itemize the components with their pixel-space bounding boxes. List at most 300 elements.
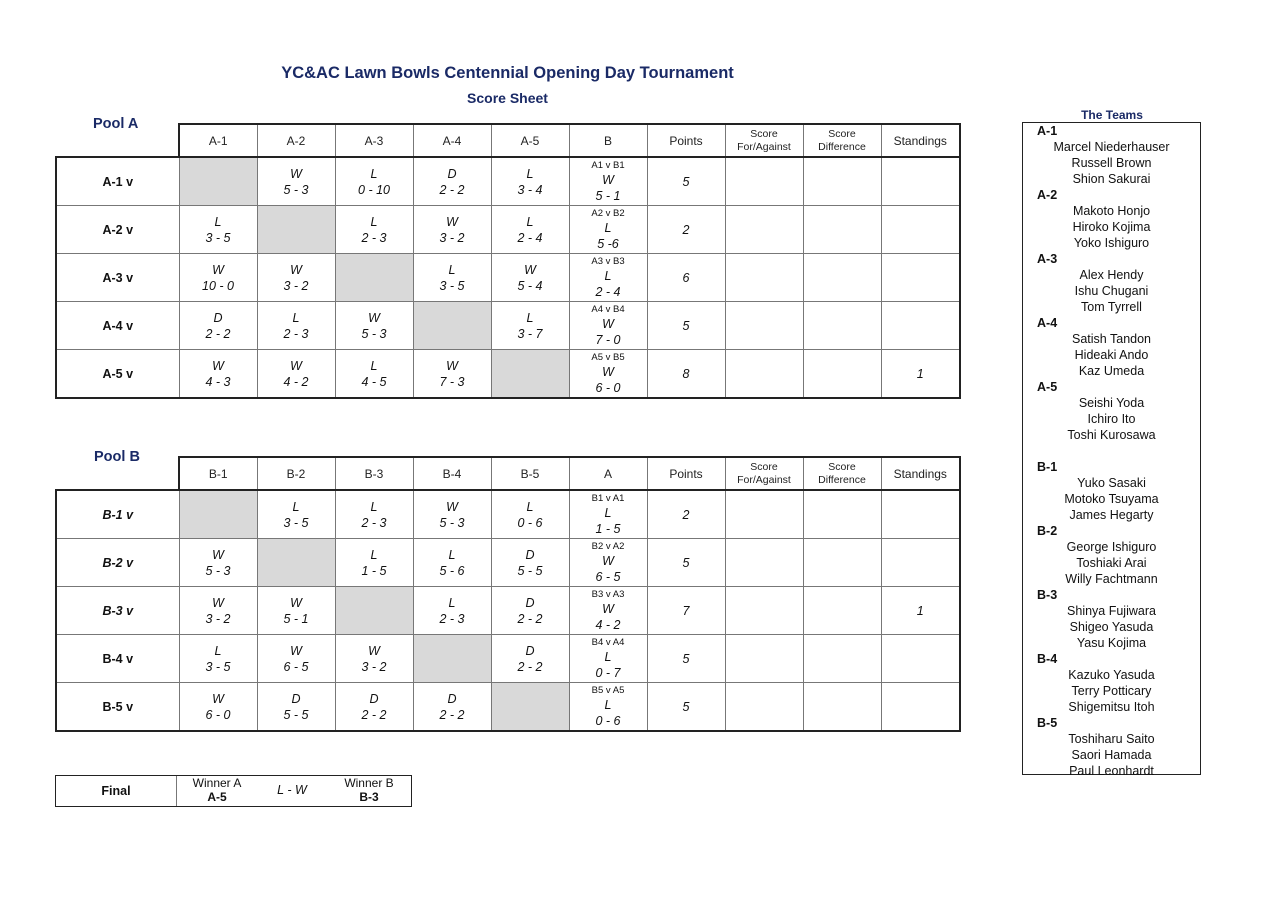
match-cell xyxy=(491,302,569,350)
standing-value: 1 xyxy=(916,603,924,618)
winner-b-label: Winner B xyxy=(344,776,394,790)
match-result: L xyxy=(448,262,456,277)
header-row xyxy=(56,457,960,490)
standings-cell xyxy=(881,157,960,206)
match-score: 5 - 3 xyxy=(439,515,465,530)
match-cell xyxy=(491,587,569,635)
match-score: 3 - 2 xyxy=(439,230,465,245)
score-difference-cell xyxy=(803,157,881,206)
team-member: Toshiharu Saito xyxy=(1068,732,1155,746)
column-header: B-5 xyxy=(491,457,569,490)
match-score: 5 - 1 xyxy=(283,611,309,626)
match-cell xyxy=(179,683,257,732)
points-value: 5 xyxy=(682,555,690,570)
match-score: 5 - 3 xyxy=(283,182,309,197)
match-result: W xyxy=(290,262,302,277)
match-result: L xyxy=(526,499,534,514)
match-cell xyxy=(491,157,569,206)
team-code: B-4 xyxy=(1037,652,1058,666)
points-cell xyxy=(647,157,725,206)
match-cell xyxy=(569,683,647,732)
match-result: L xyxy=(526,166,534,181)
match-score: 10 - 0 xyxy=(202,278,234,293)
match-cell xyxy=(491,206,569,254)
column-header: Score Difference xyxy=(803,124,881,157)
match-score: 4 - 2 xyxy=(595,617,621,632)
points-cell xyxy=(647,490,725,539)
team-member: Alex Hendy xyxy=(1079,268,1144,282)
match-cell xyxy=(413,254,491,302)
score-for-against-cell xyxy=(725,206,803,254)
match-score: 6 - 0 xyxy=(595,380,621,395)
match-cell xyxy=(335,157,413,206)
column-header: B-3 xyxy=(335,457,413,490)
match-result: L xyxy=(370,358,378,373)
match-cell xyxy=(413,157,491,206)
match-result: D xyxy=(525,643,535,658)
match-cell xyxy=(179,254,257,302)
match-cell xyxy=(413,683,491,732)
match-score: 3 - 4 xyxy=(517,182,543,197)
points-cell xyxy=(647,254,725,302)
match-cell xyxy=(179,206,257,254)
score-for-against-cell xyxy=(725,490,803,539)
self-match-cell xyxy=(257,539,335,587)
score-for-against-cell xyxy=(725,350,803,399)
teams-title: The Teams xyxy=(1081,108,1143,122)
team-member: Shigeo Yasuda xyxy=(1069,620,1154,634)
match-score: 6 - 5 xyxy=(595,569,621,584)
score-difference-cell xyxy=(803,587,881,635)
match-score: 2 - 4 xyxy=(595,284,621,299)
match-score: 5 - 3 xyxy=(361,326,387,341)
match-cell xyxy=(335,350,413,399)
column-header: B-4 xyxy=(413,457,491,490)
team-member: George Ishiguro xyxy=(1066,540,1157,554)
match-result: W xyxy=(290,166,302,181)
match-result: D xyxy=(525,547,535,562)
match-result: W xyxy=(290,595,302,610)
points-value: 6 xyxy=(682,270,690,285)
team-code: B-5 xyxy=(1037,716,1058,730)
match-cell xyxy=(335,302,413,350)
match-score: 2 - 2 xyxy=(361,707,387,722)
match-result: L xyxy=(526,214,534,229)
match-result: D xyxy=(291,691,301,706)
score-for-against-cell xyxy=(725,302,803,350)
corner-blank xyxy=(56,457,179,490)
match-pairing: B5 v A5 xyxy=(591,684,625,696)
match-cell xyxy=(257,157,335,206)
pool-b-label: Pool B xyxy=(94,449,140,465)
match-result: W xyxy=(602,553,614,568)
match-result: W xyxy=(290,358,302,373)
match-score: 5 - 3 xyxy=(205,563,231,578)
standings-cell xyxy=(881,302,960,350)
team-member: Shion Sakurai xyxy=(1072,172,1151,186)
match-score: 4 - 5 xyxy=(361,374,387,389)
column-header: A-1 xyxy=(179,124,257,157)
match-result: L xyxy=(604,649,612,664)
match-result: L xyxy=(292,310,300,325)
match-cell xyxy=(335,490,413,539)
team-code: A-2 xyxy=(1037,188,1058,202)
table-row xyxy=(56,635,960,683)
points-value: 5 xyxy=(682,699,690,714)
winner-a-label: Winner A xyxy=(192,776,242,790)
column-header: B-1 xyxy=(179,457,257,490)
pool-a-label: Pool A xyxy=(93,116,139,132)
match-result: W xyxy=(602,316,614,331)
standings-cell xyxy=(881,587,960,635)
match-result: L xyxy=(214,214,222,229)
match-pairing: B1 v A1 xyxy=(591,492,625,504)
match-result: W xyxy=(212,691,224,706)
table-row xyxy=(56,206,960,254)
points-value: 5 xyxy=(682,318,690,333)
pool-a-table xyxy=(55,123,961,399)
column-header: B-2 xyxy=(257,457,335,490)
self-match-cell xyxy=(335,254,413,302)
final-label: Final xyxy=(56,776,177,806)
team-member: Yuko Sasaki xyxy=(1077,476,1146,490)
standings-cell xyxy=(881,635,960,683)
standings-cell xyxy=(881,254,960,302)
table-row xyxy=(56,587,960,635)
match-cell xyxy=(413,490,491,539)
score-for-against-cell xyxy=(725,635,803,683)
self-match-cell xyxy=(257,206,335,254)
row-team-label: B-5 v xyxy=(56,683,179,732)
column-header: A xyxy=(569,457,647,490)
team-member: Ishu Chugani xyxy=(1074,284,1149,298)
match-result: L xyxy=(370,547,378,562)
match-cell xyxy=(491,490,569,539)
column-header: Score For/Against xyxy=(725,457,803,490)
match-score: 2 - 4 xyxy=(517,230,543,245)
score-for-against-cell xyxy=(725,254,803,302)
match-result: L xyxy=(214,643,222,658)
match-score: 5 - 1 xyxy=(595,188,621,203)
match-result: L xyxy=(370,166,378,181)
match-score: 2 - 3 xyxy=(283,326,309,341)
match-score: 2 - 2 xyxy=(205,326,231,341)
match-result: W xyxy=(212,262,224,277)
column-header: A-2 xyxy=(257,124,335,157)
match-result: L xyxy=(604,220,612,235)
match-cell xyxy=(335,539,413,587)
match-cell xyxy=(569,254,647,302)
match-result: D xyxy=(213,310,223,325)
row-team-label: A-4 v xyxy=(56,302,179,350)
match-cell xyxy=(491,635,569,683)
match-score: 3 - 2 xyxy=(361,659,387,674)
match-score: 3 - 2 xyxy=(283,278,309,293)
match-cell xyxy=(413,539,491,587)
self-match-cell xyxy=(179,490,257,539)
score-difference-cell xyxy=(803,635,881,683)
match-score: 3 - 7 xyxy=(517,326,543,341)
match-score: 6 - 0 xyxy=(205,707,231,722)
match-cell xyxy=(179,350,257,399)
score-for-against-cell xyxy=(725,157,803,206)
match-score: 2 - 3 xyxy=(361,230,387,245)
score-difference-cell xyxy=(803,350,881,399)
column-header: A-5 xyxy=(491,124,569,157)
match-cell xyxy=(413,350,491,399)
match-result: L xyxy=(448,547,456,562)
table-row xyxy=(56,683,960,732)
match-cell xyxy=(569,490,647,539)
match-cell xyxy=(179,302,257,350)
match-result: L xyxy=(370,499,378,514)
match-result: D xyxy=(447,691,457,706)
row-team-label: A-5 v xyxy=(56,350,179,399)
match-pairing: A1 v B1 xyxy=(591,159,625,171)
team-member: Shigemitsu Itoh xyxy=(1068,700,1155,714)
table-row xyxy=(56,350,960,399)
match-result: W xyxy=(368,643,380,658)
match-score: 0 - 6 xyxy=(517,515,543,530)
standings-cell xyxy=(881,350,960,399)
team-member: Terry Potticary xyxy=(1071,684,1152,698)
match-cell xyxy=(569,157,647,206)
table-row xyxy=(56,302,960,350)
score-difference-cell xyxy=(803,302,881,350)
match-result: L xyxy=(370,214,378,229)
match-score: 2 - 2 xyxy=(439,707,465,722)
match-cell xyxy=(569,635,647,683)
match-cell xyxy=(413,587,491,635)
page-subtitle: Score Sheet xyxy=(467,90,548,106)
points-cell xyxy=(647,635,725,683)
column-header: A-3 xyxy=(335,124,413,157)
match-score: 6 - 5 xyxy=(283,659,309,674)
points-cell xyxy=(647,206,725,254)
team-code: B-1 xyxy=(1037,460,1058,474)
points-value: 5 xyxy=(682,651,690,666)
self-match-cell xyxy=(413,635,491,683)
column-header: Standings xyxy=(881,457,960,490)
match-score: 2 - 3 xyxy=(361,515,387,530)
match-cell xyxy=(257,587,335,635)
match-result: L xyxy=(604,697,612,712)
match-score: 2 - 2 xyxy=(517,659,543,674)
score-difference-cell xyxy=(803,254,881,302)
score-difference-cell xyxy=(803,206,881,254)
final-box xyxy=(55,775,412,807)
points-value: 8 xyxy=(682,366,690,381)
self-match-cell xyxy=(413,302,491,350)
match-result: L xyxy=(604,268,612,283)
match-score: 1 - 5 xyxy=(595,521,621,536)
match-cell xyxy=(179,587,257,635)
match-score: 3 - 5 xyxy=(439,278,465,293)
match-score: 7 - 3 xyxy=(439,374,465,389)
standing-value: 1 xyxy=(916,366,924,381)
standings-cell xyxy=(881,206,960,254)
match-cell xyxy=(257,350,335,399)
match-cell xyxy=(179,539,257,587)
column-header: Score For/Against xyxy=(725,124,803,157)
match-score: 3 - 5 xyxy=(205,230,231,245)
match-result: D xyxy=(447,166,457,181)
standings-cell xyxy=(881,683,960,732)
match-cell xyxy=(413,206,491,254)
match-result: W xyxy=(212,547,224,562)
column-header: A-4 xyxy=(413,124,491,157)
match-score: 0 - 6 xyxy=(595,713,621,728)
team-member: Seishi Yoda xyxy=(1078,396,1145,410)
score-difference-cell xyxy=(803,539,881,587)
score-difference-cell xyxy=(803,683,881,732)
team-member: Russell Brown xyxy=(1071,156,1152,170)
team-member: Shinya Fujiwara xyxy=(1067,604,1156,618)
match-score: 3 - 2 xyxy=(205,611,231,626)
score-difference-cell xyxy=(803,490,881,539)
winner-a-team: A-5 xyxy=(207,790,227,804)
match-score: 0 - 10 xyxy=(358,182,390,197)
column-header: Standings xyxy=(881,124,960,157)
team-member: Toshi Kurosawa xyxy=(1067,428,1156,442)
match-score: 5 - 6 xyxy=(439,563,465,578)
match-result: W xyxy=(212,358,224,373)
standings-cell xyxy=(881,490,960,539)
points-cell xyxy=(647,587,725,635)
match-cell xyxy=(257,683,335,732)
self-match-cell xyxy=(491,350,569,399)
match-cell xyxy=(179,635,257,683)
points-cell xyxy=(647,539,725,587)
match-pairing: B3 v A3 xyxy=(591,588,625,600)
points-cell xyxy=(647,683,725,732)
column-header: B xyxy=(569,124,647,157)
team-member: Ichiro Ito xyxy=(1087,412,1136,426)
match-cell xyxy=(569,206,647,254)
team-member: Hideaki Ando xyxy=(1074,348,1149,362)
team-member: Hiroko Kojima xyxy=(1072,220,1151,234)
row-team-label: B-4 v xyxy=(56,635,179,683)
column-header: Points xyxy=(647,457,725,490)
row-team-label: B-2 v xyxy=(56,539,179,587)
match-result: W xyxy=(290,643,302,658)
team-member: Toshiaki Arai xyxy=(1076,556,1147,570)
match-cell xyxy=(335,683,413,732)
team-member: Tom Tyrrell xyxy=(1081,300,1142,314)
match-pairing: A4 v B4 xyxy=(591,303,625,315)
self-match-cell xyxy=(179,157,257,206)
match-cell xyxy=(491,539,569,587)
match-result: W xyxy=(446,499,458,514)
points-value: 2 xyxy=(682,507,690,522)
team-code: A-3 xyxy=(1037,252,1058,266)
table-row xyxy=(56,157,960,206)
match-result: L xyxy=(604,505,612,520)
team-code: A-1 xyxy=(1037,124,1058,138)
table-row xyxy=(56,490,960,539)
match-result: D xyxy=(525,595,535,610)
match-result: L xyxy=(526,310,534,325)
team-member: Saori Hamada xyxy=(1071,748,1152,762)
match-cell xyxy=(569,539,647,587)
match-score: 2 - 2 xyxy=(517,611,543,626)
team-member: Marcel Niederhauser xyxy=(1053,140,1170,154)
match-score: 5 -6 xyxy=(597,236,619,251)
points-value: 7 xyxy=(682,603,690,618)
row-team-label: A-1 v xyxy=(56,157,179,206)
match-cell xyxy=(569,350,647,399)
match-result: W xyxy=(446,358,458,373)
match-score: 2 - 2 xyxy=(439,182,465,197)
team-code: A-5 xyxy=(1037,380,1058,394)
match-pairing: A2 v B2 xyxy=(591,207,625,219)
match-score: 1 - 5 xyxy=(361,563,387,578)
match-score: 3 - 5 xyxy=(205,659,231,674)
match-cell xyxy=(569,587,647,635)
points-value: 5 xyxy=(682,174,690,189)
match-cell xyxy=(257,635,335,683)
match-result: W xyxy=(602,601,614,616)
table-row xyxy=(56,539,960,587)
points-value: 2 xyxy=(682,222,690,237)
winner-a xyxy=(176,776,258,804)
points-cell xyxy=(647,350,725,399)
match-pairing: B2 v A2 xyxy=(591,540,625,552)
self-match-cell xyxy=(491,683,569,732)
team-code: B-2 xyxy=(1037,524,1058,538)
match-score: 2 - 3 xyxy=(439,611,465,626)
match-cell xyxy=(491,254,569,302)
match-pairing: B4 v A4 xyxy=(591,636,625,648)
points-cell xyxy=(647,302,725,350)
match-cell xyxy=(335,206,413,254)
team-member: Willy Fachtmann xyxy=(1065,572,1158,586)
page-title: YC&AC Lawn Bowls Centennial Opening Day Tournament xyxy=(281,64,734,82)
score-for-against-cell xyxy=(725,539,803,587)
team-code: B-3 xyxy=(1037,588,1058,602)
match-cell xyxy=(257,490,335,539)
team-member: Satish Tandon xyxy=(1072,332,1151,346)
match-cell xyxy=(257,302,335,350)
table-row xyxy=(56,254,960,302)
match-result: W xyxy=(602,364,614,379)
match-pairing: A3 v B3 xyxy=(591,255,625,267)
match-result: D xyxy=(369,691,379,706)
team-member: Paul Leonhardt xyxy=(1069,764,1154,778)
match-score: 5 - 5 xyxy=(517,563,543,578)
team-code: A-4 xyxy=(1037,316,1058,330)
match-result: W xyxy=(368,310,380,325)
match-cell xyxy=(257,254,335,302)
score-for-against-cell xyxy=(725,683,803,732)
match-score: 4 - 3 xyxy=(205,374,231,389)
header-row xyxy=(56,124,960,157)
match-result: L xyxy=(448,595,456,610)
column-header: Score Difference xyxy=(803,457,881,490)
match-result: L xyxy=(292,499,300,514)
winner-b xyxy=(328,776,410,804)
team-member: James Hegarty xyxy=(1069,508,1154,522)
match-cell xyxy=(335,635,413,683)
team-member: Motoko Tsuyama xyxy=(1064,492,1159,506)
team-member: Yoko Ishiguro xyxy=(1073,236,1150,250)
match-score: 5 - 5 xyxy=(283,707,309,722)
column-header: Points xyxy=(647,124,725,157)
pool-b-table xyxy=(55,456,961,732)
row-team-label: B-3 v xyxy=(56,587,179,635)
match-pairing: A5 v B5 xyxy=(591,351,625,363)
team-member: Makoto Honjo xyxy=(1072,204,1151,218)
